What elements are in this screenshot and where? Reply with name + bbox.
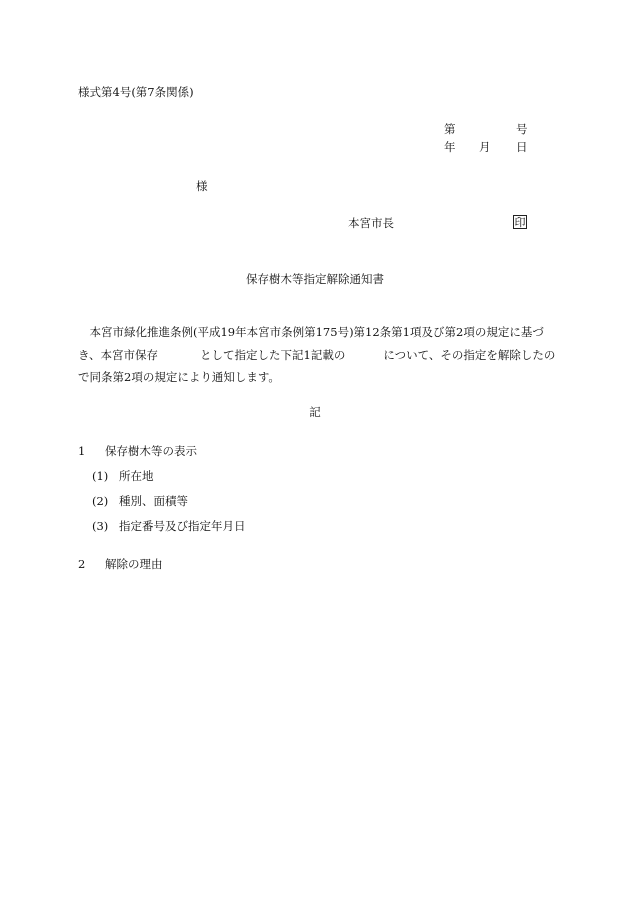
date-year-label: 年	[444, 140, 456, 154]
body-text-segment: き、本宮市保存	[78, 348, 159, 362]
body-text-segment: として指定した下記1記載の	[200, 348, 346, 362]
item-label: 解除の理由	[105, 557, 163, 571]
body-text-line-3: で同条第2項の規定により通知します。	[78, 370, 280, 384]
sub-list-item	[92, 496, 188, 508]
addressee-honorific: 様	[196, 179, 208, 193]
date-day-label: 日	[516, 140, 528, 154]
body-text-line-2	[78, 350, 555, 362]
subitem-number: (1)	[92, 469, 109, 483]
seal-mark: 印	[514, 215, 526, 229]
subitem-label: 種別、面積等	[119, 494, 188, 508]
body-text-segment: について、その指定を解除したの	[383, 348, 556, 362]
ki-heading: 記	[309, 405, 321, 419]
date-month-label: 月	[479, 140, 491, 154]
sub-list-item	[92, 521, 246, 533]
item-number: 1	[78, 444, 86, 458]
subitem-number: (3)	[92, 519, 109, 533]
form-number: 様式第4号(第7条関係)	[78, 85, 194, 99]
subitem-number: (2)	[92, 494, 109, 508]
list-item	[78, 446, 197, 458]
document-number-prefix: 第	[444, 122, 456, 136]
list-item	[78, 559, 163, 571]
subitem-label: 指定番号及び指定年月日	[119, 519, 246, 533]
item-label: 保存樹木等の表示	[105, 444, 197, 458]
subitem-label: 所在地	[119, 469, 154, 483]
issuer-title: 本宮市長	[348, 216, 394, 230]
body-text-line-1: 本宮市緑化推進条例(平成19年本宮市条例第175号)第12条第1項及び第2項の規定に基づ	[78, 325, 544, 339]
item-number: 2	[78, 557, 86, 571]
document-title: 保存樹木等指定解除通知書	[246, 272, 384, 286]
sub-list-item	[92, 471, 154, 483]
document-number-suffix: 号	[516, 122, 528, 136]
